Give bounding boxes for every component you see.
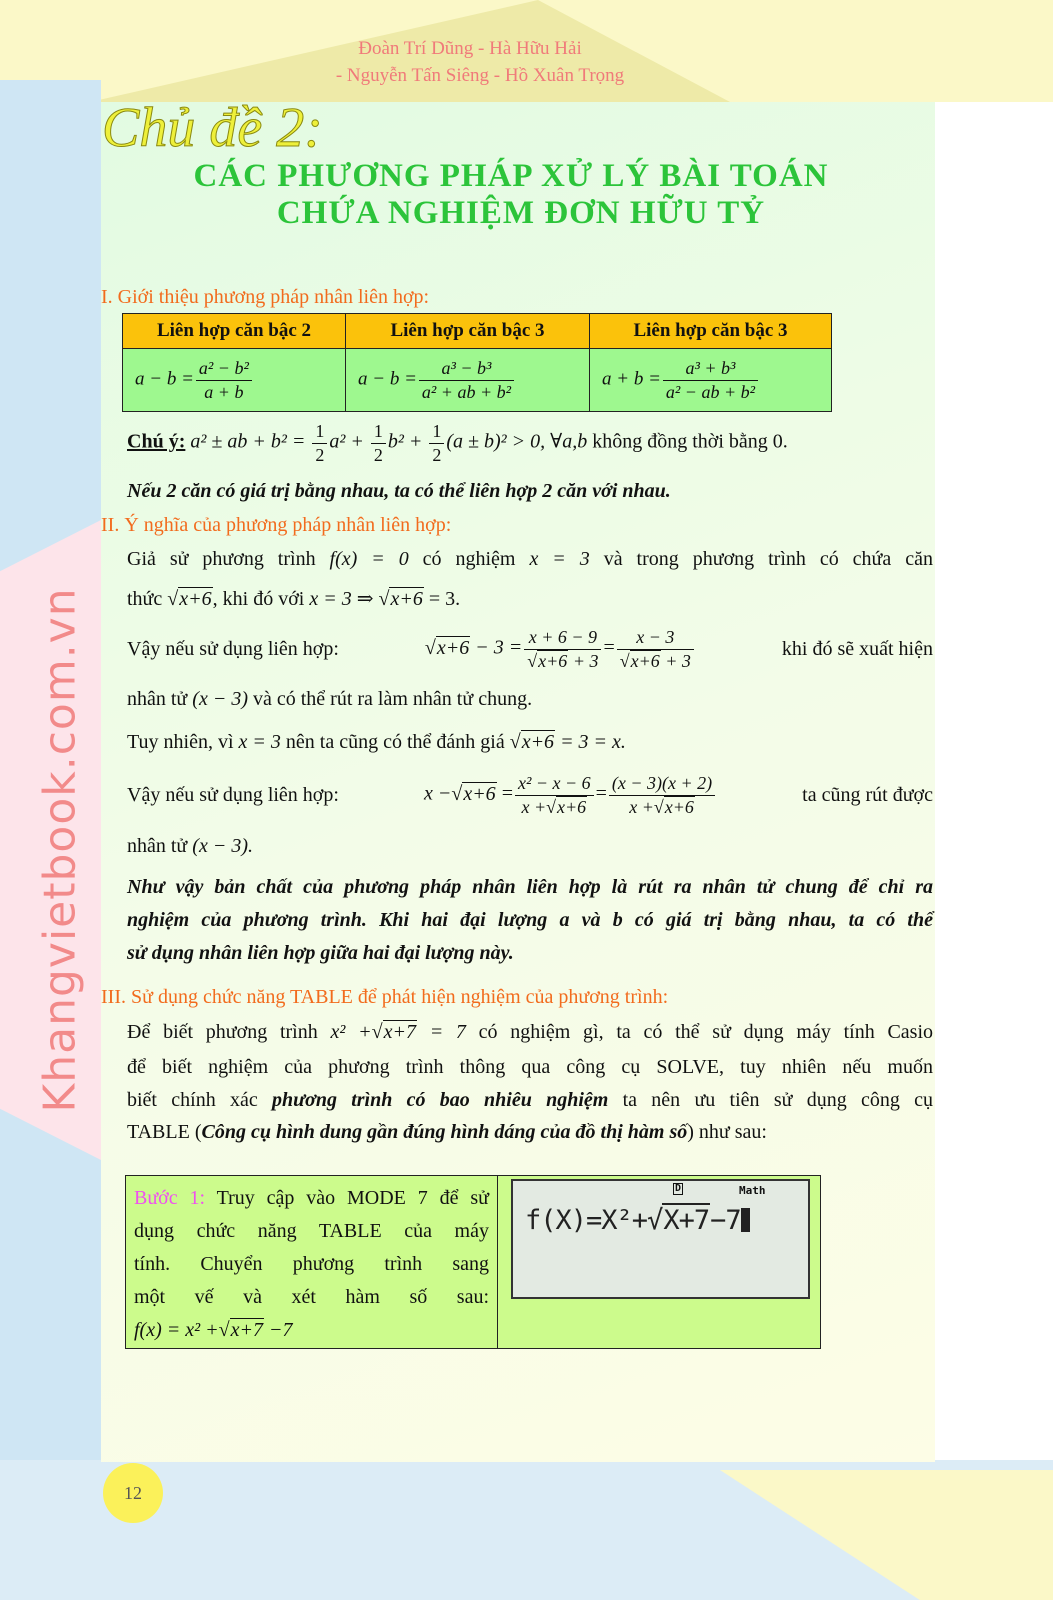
calc-text: −7 <box>710 1205 741 1236</box>
fraction <box>196 357 252 403</box>
denominator: a² + ab + b² <box>421 381 511 402</box>
formula: (x − 3). <box>192 835 253 857</box>
formula: x² + <box>330 1021 372 1043</box>
formula: a² ± ab + b² = <box>190 430 306 453</box>
text: thức <box>127 588 168 610</box>
calc-expression <box>525 1205 750 1236</box>
sqrt: √x+6 <box>167 588 212 610</box>
formula: (a ± b)² > 0, ∀a,b <box>446 430 588 453</box>
author-line-1: Đoàn Trí Dũng - Hà Hữu Hải <box>358 38 582 59</box>
paragraph-line <box>127 1090 933 1110</box>
radicand: x+7 <box>383 1021 416 1043</box>
denominator: x +√x+6 <box>521 796 587 817</box>
radicand: x+6 <box>521 731 555 753</box>
step-text <box>126 1176 498 1348</box>
denominator: a + b <box>204 381 244 402</box>
conjugate-table <box>122 313 832 412</box>
fraction <box>419 357 514 403</box>
formula: = 7 <box>416 1021 466 1043</box>
radicand: x+7 <box>230 1319 263 1341</box>
formula-lhs: a − b = <box>358 368 417 390</box>
section-2-heading: II. Ý nghĩa của phương pháp nhân liên hợp: <box>101 514 452 536</box>
formula: x = 3 <box>238 731 281 753</box>
radicand: x+6 <box>664 796 694 817</box>
denominator-tail: + 3 <box>572 650 599 671</box>
denominator: 2 <box>373 444 383 465</box>
formula: −7 <box>263 1319 293 1341</box>
text: và có thể rút ra làm nhân tử chung. <box>247 688 533 710</box>
step-formula <box>134 1314 489 1347</box>
text: nhân tử <box>127 835 193 857</box>
fraction <box>312 420 327 466</box>
fraction <box>429 420 444 466</box>
formula-lhs: a − b = <box>135 368 194 390</box>
author-line-2: - Nguyễn Tấn Siêng - Hồ Xuân Trọng <box>335 65 625 86</box>
formula: = 3 = x. <box>555 731 626 753</box>
step-label: Bước 1: <box>134 1187 206 1209</box>
calc-mode: Math <box>739 1184 766 1197</box>
numerator: x − 3 <box>617 626 694 650</box>
text: và trong phương trình có chứa căn <box>589 548 933 570</box>
title-line-1: CÁC PHƯƠNG PHÁP XỬ LÝ BÀI TOÁN <box>193 158 829 194</box>
conjugate-formula-1: √x+6 − 3 = $\frac{x + 6 - 9}{√x+6 + 3}$ = $\frac{x - 3}{√x+6 + 3}$ <box>425 626 696 672</box>
fraction <box>524 626 601 672</box>
formula: − 3 = <box>475 636 523 659</box>
numerator: x² − x − 6 <box>515 772 594 796</box>
formula: x = 3 <box>529 548 590 570</box>
step-line: dụng chức năng TABLE của máy <box>134 1220 489 1242</box>
numerator: x + 6 − 9 <box>524 626 601 650</box>
formula: f(x) = 0 <box>329 548 409 570</box>
formula: f(x) = x² + <box>134 1319 219 1341</box>
paragraph-line <box>127 689 933 709</box>
numerator: 1 <box>312 420 327 444</box>
text: , khi đó với <box>212 588 310 610</box>
conclusion-line: Như vậy bản chất của phương pháp nhân liên hợp là rút ra nhân tử chung để chỉ ra <box>127 876 933 898</box>
fraction <box>371 420 386 466</box>
denominator: a² − ab + b² <box>665 381 755 402</box>
formula: b² + <box>387 430 423 453</box>
radicand: x+6 <box>463 782 496 805</box>
table-cell <box>346 349 590 412</box>
numerator: a³ + b³ <box>663 357 758 381</box>
text: có nghiệm <box>408 548 530 570</box>
fraction <box>663 357 758 403</box>
radicand: x+6 <box>557 796 587 817</box>
denominator-head: x + <box>629 796 654 817</box>
section-1-heading: I. Giới thiệu phương pháp nhân liên hợp: <box>101 286 430 308</box>
numerator: 1 <box>429 420 444 444</box>
page-number: 12 <box>124 1482 142 1503</box>
table-cell <box>123 349 346 412</box>
text: nhân tử <box>127 688 193 710</box>
watermark: Khangvietbook.com.vn <box>34 587 86 1113</box>
formula: (x − 3) <box>192 688 248 710</box>
paragraph-line <box>127 549 933 569</box>
chapter-script: Chủ đề 2: <box>102 97 323 159</box>
radicand: x+6 <box>538 650 568 671</box>
numerator: a³ − b³ <box>419 357 514 381</box>
sqrt: √x+6 <box>424 636 470 659</box>
paragraph-line <box>127 1122 933 1142</box>
formula: x − <box>423 782 452 805</box>
sqrt: √x+6 <box>378 588 423 610</box>
note-label: Chú ý: <box>127 430 186 453</box>
text: Để biết phương trình <box>127 1021 331 1043</box>
text: Vậy nếu sử dụng liên hợp: <box>127 784 339 806</box>
step-box <box>125 1175 821 1349</box>
radicand: x+6 <box>436 636 470 659</box>
text: biết chính xác <box>127 1089 272 1111</box>
text: khi đó sẽ xuất hiện <box>781 638 933 660</box>
cursor-icon <box>741 1208 750 1232</box>
radicand: x+6 <box>179 588 212 610</box>
calculator-screen <box>511 1179 810 1299</box>
paragraph-line <box>127 1022 933 1042</box>
denominator-tail: + 3 <box>665 650 691 671</box>
text: Truy cập vào MODE 7 để sử <box>205 1187 489 1209</box>
paragraph-line <box>127 626 933 672</box>
conjugate-formula-2: x −√x+6 = $\frac{\text{x² − x − 6}}{x +√x+6}$ = $\frac{(x - 3)(x + 2)}{x +√x+6}$ <box>424 772 717 818</box>
table-cell <box>590 349 832 412</box>
formula: x = 3 ⇒ <box>309 588 379 610</box>
text: Vậy nếu sử dụng liên hợp: <box>127 638 339 660</box>
emphasis: phương trình có bao nhiêu nghiệm <box>271 1089 609 1111</box>
formula: a² + <box>329 430 364 453</box>
title-line-2: CHỨA NGHIỆM ĐƠN HỮU TỶ <box>276 195 766 231</box>
denominator-head: x + <box>521 796 547 817</box>
sqrt: √X+7 <box>647 1205 710 1236</box>
radicand: x+6 <box>630 650 660 671</box>
emphasis: Công cụ hình dung gần đúng hình dáng của đồ thị hàm số <box>201 1121 688 1143</box>
radicand: x+6 <box>390 588 423 610</box>
note-italic: Nếu 2 căn có giá trị bằng nhau, ta có thể liên hợp 2 căn với nhau. <box>127 480 671 502</box>
step-line <box>134 1182 489 1215</box>
text: Tuy nhiên, vì <box>127 731 239 753</box>
fraction <box>617 626 694 672</box>
section-3-heading: III. Sử dụng chức năng TABLE để phát hiện nghiệm của phương trình: <box>101 986 669 1008</box>
denominator: x +√x+6 <box>629 796 694 817</box>
note-text: không đồng thời bằng 0. <box>587 430 788 453</box>
table-header: Liên hợp căn bậc 2 <box>123 314 346 349</box>
text: ) như sau: <box>687 1121 767 1143</box>
denominator: 2 <box>432 444 442 465</box>
paragraph-line: để biết nghiệm của phương trình thông qua công cụ SOLVE, tuy nhiên nếu muốn <box>127 1056 933 1078</box>
sqrt: √x+7 <box>218 1319 263 1341</box>
conclusion-line: sử dụng nhân liên hợp giữa hai đại lượng này. <box>127 942 514 964</box>
numerator: 1 <box>371 420 386 444</box>
paragraph-line <box>127 589 933 609</box>
table-header: Liên hợp căn bậc 3 <box>346 314 590 349</box>
formula: = 3. <box>423 588 461 610</box>
table-header: Liên hợp căn bậc 3 <box>590 314 832 349</box>
denominator: √x+6 + 3 <box>619 650 691 671</box>
step-line: một vế và xét hàm số sau: <box>134 1286 489 1308</box>
sqrt: √x+6 <box>451 782 496 805</box>
step-line: tính. Chuyển phương trình sang <box>134 1253 489 1275</box>
text: nên ta cũng có thể đánh giá <box>280 731 510 753</box>
formula-lhs: a + b = <box>602 368 661 390</box>
numerator: a² − b² <box>196 357 252 381</box>
calc-text: f(X)=X²+ <box>525 1205 648 1236</box>
note-line <box>127 420 933 466</box>
text: có nghiệm gì, ta có thể sử dụng máy tính Casio <box>465 1021 933 1043</box>
paragraph-line <box>127 772 933 818</box>
calc-indicator: D <box>675 1183 682 1194</box>
radicand: X+7 <box>663 1205 710 1236</box>
denominator: √x+6 + 3 <box>527 650 599 671</box>
sqrt: √x+6 <box>509 731 555 753</box>
text: TABLE ( <box>127 1121 202 1143</box>
numerator: (x − 3)(x + 2) <box>609 772 715 796</box>
text: ta nên ưu tiên sử dụng công cụ <box>608 1089 933 1111</box>
page-number-badge <box>103 1463 163 1523</box>
text: Giả sử phương trình <box>127 548 330 570</box>
conclusion-line: nghiệm của phương trình. Khi hai đại lượng a và b có giá trị bằng nhau, ta có thể <box>127 909 933 931</box>
sqrt: √x+7 <box>371 1021 416 1043</box>
text: ta cũng rút được <box>802 784 933 806</box>
fraction <box>609 772 715 818</box>
paragraph-line <box>127 836 933 856</box>
paragraph-line <box>127 732 933 752</box>
denominator: 2 <box>315 444 325 465</box>
fraction <box>515 772 594 818</box>
